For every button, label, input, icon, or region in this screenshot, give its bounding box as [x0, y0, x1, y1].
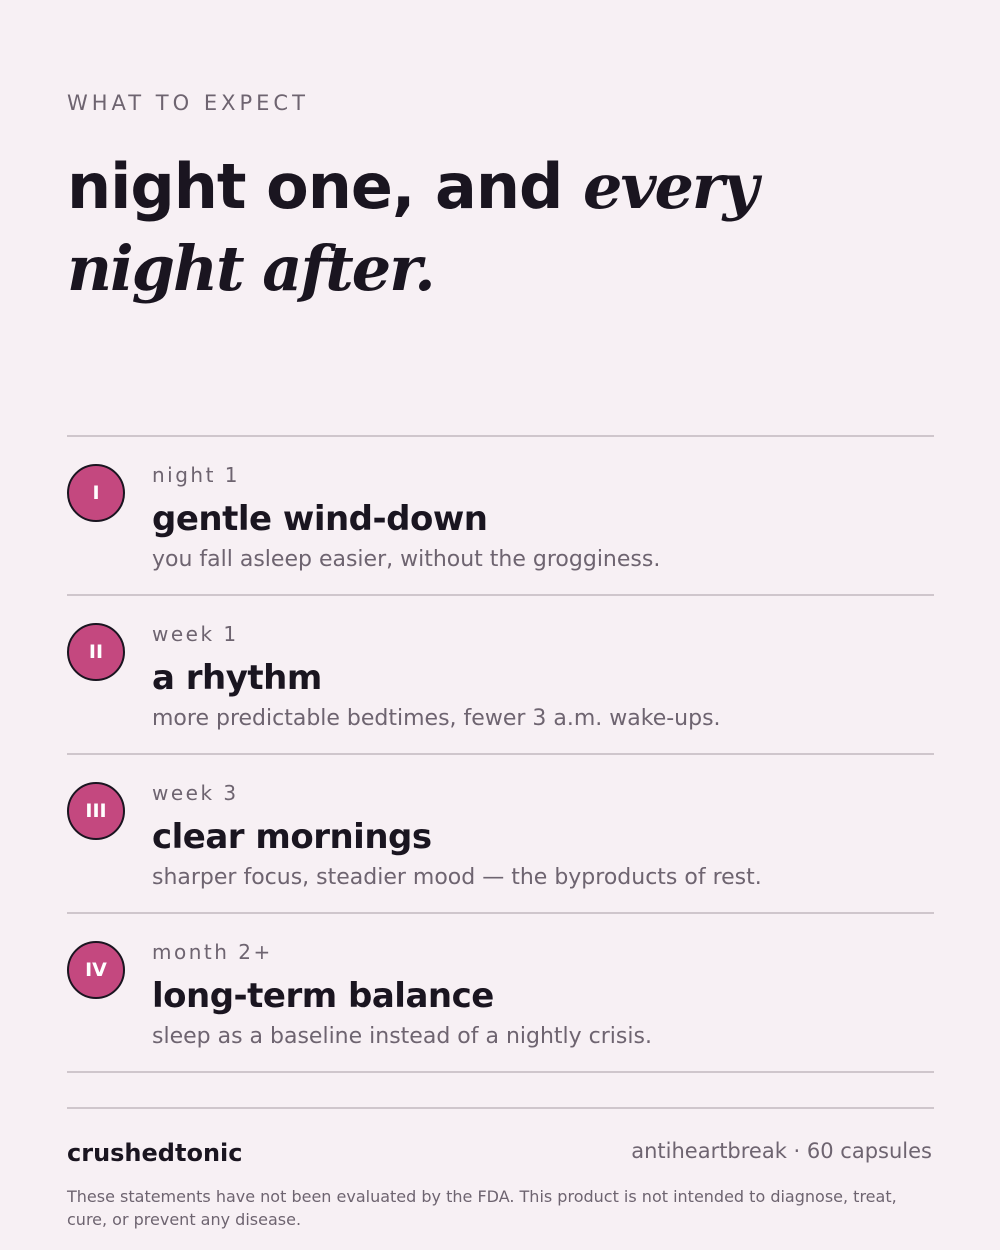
footer: [67, 1107, 934, 1229]
step-description: sharper focus, steadier mood — the byproducts of rest.: [152, 865, 762, 890]
timeline-step: [67, 755, 934, 914]
timeline-step: [67, 596, 934, 755]
step-title: long-term balance: [152, 976, 494, 1016]
timeline-step: [67, 914, 934, 1073]
headline-plain: night one, and: [67, 150, 583, 223]
step-description: sleep as a baseline instead of a nightly crisis.: [152, 1024, 652, 1049]
step-badge: II: [67, 623, 125, 681]
timeline: [67, 435, 934, 1073]
brand-name: crushedtonic: [67, 1139, 243, 1167]
step-description: you fall asleep easier, without the grogginess.: [152, 547, 661, 572]
eyebrow: WHAT TO EXPECT: [67, 91, 309, 115]
step-when: week 1: [152, 622, 239, 646]
step-when: month 2+: [152, 940, 273, 964]
step-when: week 3: [152, 781, 239, 805]
step-title: gentle wind-down: [152, 499, 488, 539]
step-badge: I: [67, 464, 125, 522]
step-badge: IV: [67, 941, 125, 999]
fda-disclaimer: These statements have not been evaluated by the FDA. This product is not intended to diagnose, treat, cure, or prevent any disease.: [67, 1187, 897, 1229]
step-when: night 1: [152, 463, 241, 487]
headline: [67, 146, 947, 310]
headline-italic: every night after.: [67, 150, 757, 305]
product-label: antiheartbreak · 60 capsules: [631, 1139, 932, 1163]
step-description: more predictable bedtimes, fewer 3 a.m. wake-ups.: [152, 706, 721, 731]
step-title: a rhythm: [152, 658, 322, 698]
timeline-step: [67, 437, 934, 596]
step-title: clear mornings: [152, 817, 432, 857]
step-badge: III: [67, 782, 125, 840]
